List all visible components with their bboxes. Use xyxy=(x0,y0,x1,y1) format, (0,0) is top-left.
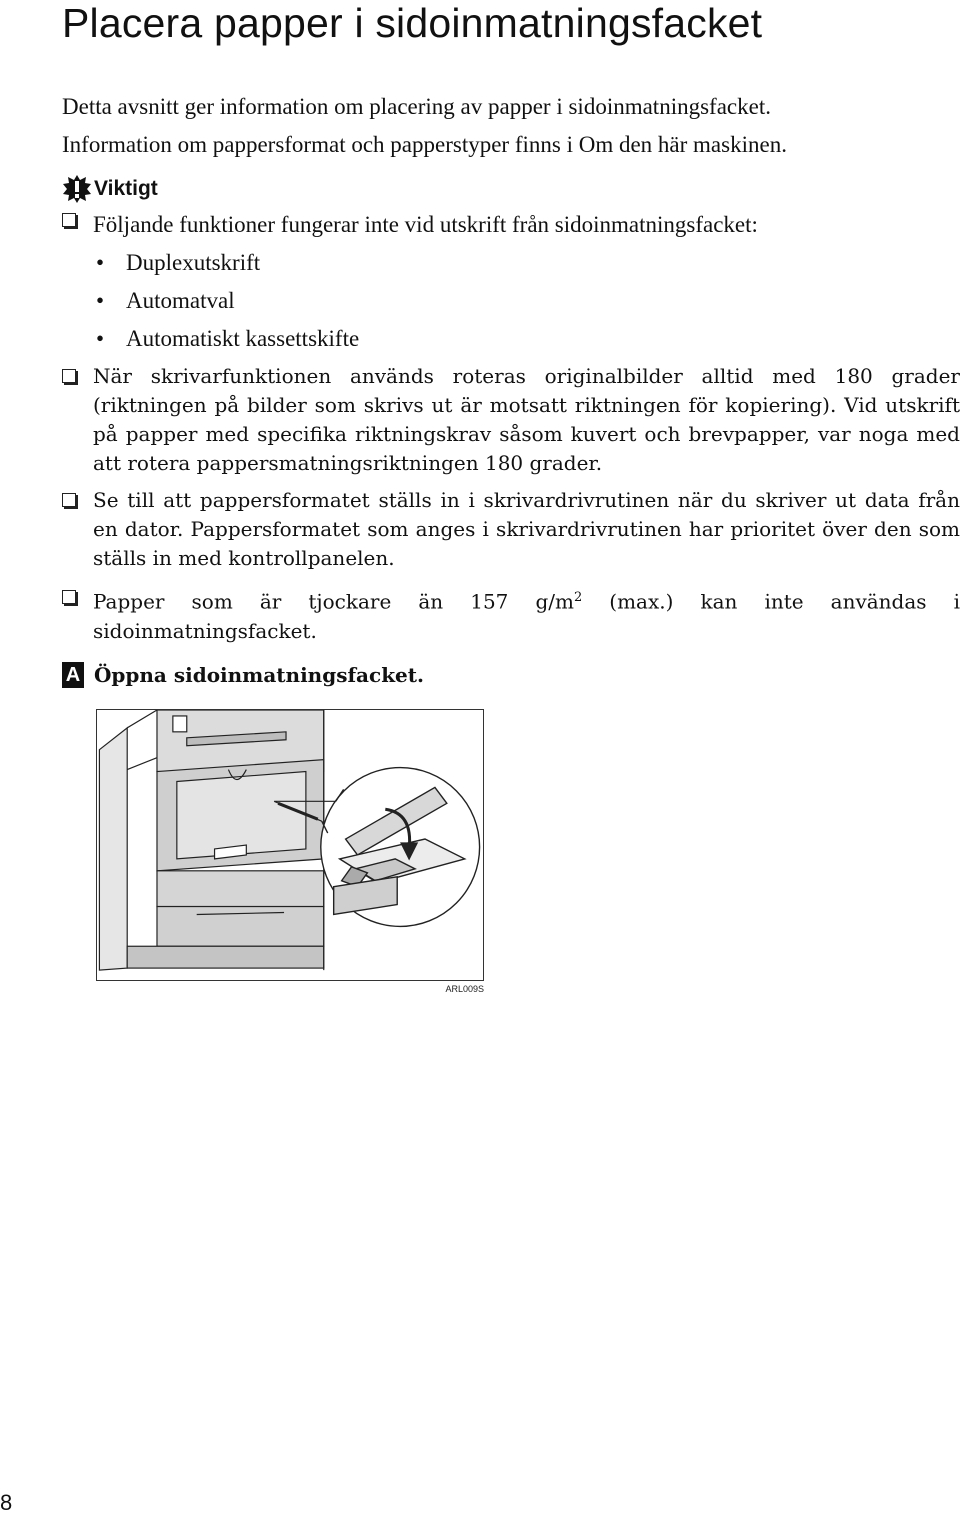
page-number: 8 xyxy=(0,1490,13,1515)
note-text-part: (max.) kan inte användas i sidoinmatningsfacket. xyxy=(93,589,960,643)
note-text: När skrivarfunktionen används roteras originalbilder alltid med 180 grader (riktningen på bilder som skrivs ut är motsatt riktningen för kopiering). Vid utskrift på papper med specifika riktningskrav såsom kuvert och brevpapper, var noga med att rotera pappersmatningsriktningen 180 grader. xyxy=(93,364,960,475)
checkbox-bullet-icon xyxy=(62,369,76,383)
step-text: Öppna sidoinmatningsfacket. xyxy=(94,663,424,687)
checkbox-bullet-icon xyxy=(62,213,76,227)
note-text xyxy=(93,583,960,646)
warning-exclamation-icon xyxy=(62,174,92,204)
important-note xyxy=(62,206,960,244)
intro-line: Detta avsnitt ger information om placering av papper i sidoinmatningsfacket. xyxy=(62,94,771,119)
figure-code: ARL009S xyxy=(445,984,484,994)
page-title: Placera papper i sidoinmatningsfacket xyxy=(62,0,763,46)
intro-line: Information om pappersformat och papperstyper finns i Om den här maskinen. xyxy=(62,132,787,157)
step-heading xyxy=(62,660,424,690)
note-text: Följande funktioner fungerar inte vid utskrift från sidoinmatningsfacket: xyxy=(93,212,758,237)
printer-illustration xyxy=(96,709,484,981)
important-note xyxy=(62,583,960,646)
important-note xyxy=(62,486,960,573)
list-item: • Duplexutskrift xyxy=(92,244,359,282)
important-heading xyxy=(62,174,158,204)
checkbox-bullet-icon xyxy=(62,590,76,604)
checkbox-bullet-icon xyxy=(62,493,76,507)
list-item: • Automatval xyxy=(92,282,359,320)
intro-paragraph xyxy=(62,88,942,164)
note-text: Se till att pappersformatet ställs in i skrivardrivrutinen när du skriver ut data från en dator. Pappersformatet som anges i skrivardrivrutinen har prioritet över den som ställs in med kontrollpanelen. xyxy=(93,488,960,570)
superscript: 2 xyxy=(573,590,583,605)
list-item: • Automatiskt kassettskifte xyxy=(92,320,359,358)
important-note xyxy=(62,362,960,478)
bypass-tray-drawing xyxy=(97,710,483,980)
note-text-part: Papper som är tjockare än 157 g/m xyxy=(93,589,574,614)
important-label: Viktigt xyxy=(94,177,158,200)
unsupported-functions-list xyxy=(92,244,359,358)
step-number-badge: A xyxy=(62,662,84,688)
